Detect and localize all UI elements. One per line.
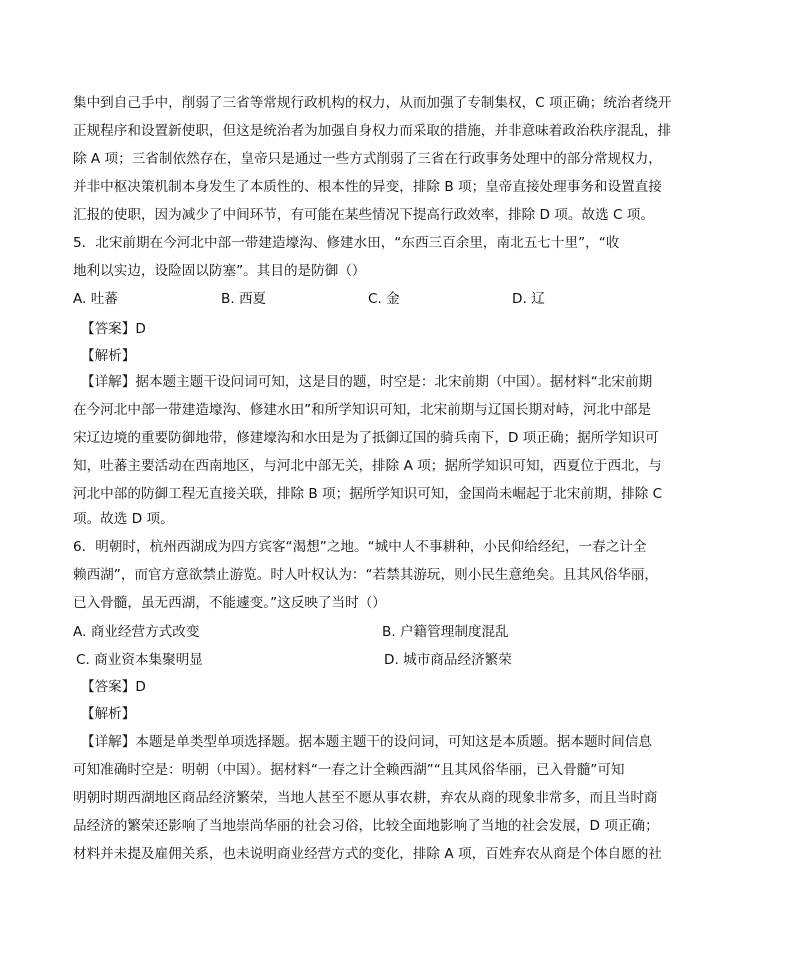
q6-detail-line: 可知准确时空是：明朝（中国）。据材料“一春之计全赖西湖”“且其风俗华丽，已入骨髓”可知 — [73, 762, 625, 778]
q6-answer: 【答案】D — [81, 679, 146, 695]
q6-option-c: C. 商业资本集聚明显 — [76, 652, 203, 668]
question-6-stem: 赖西湖”，而官方意欲禁止游览。时人叶权认为：“若禁其游玩，则小民生意绝矣。且其风俗华丽， — [73, 567, 659, 583]
q5-detail-line: 宋辽边境的重要防御地带，修建壕沟和水田是为了抵御辽国的骑兵南下，D 项正确；据所学知识可 — [73, 430, 659, 446]
q6-analysis-label: 【解析】 — [81, 706, 136, 722]
q5-detail-line: 在今河北中部一带建造壕沟、修建水田”和所学知识可知，北宋前期与辽国长期对峙，河北中部是 — [73, 402, 651, 418]
q5-analysis-label: 【解析】 — [81, 348, 136, 364]
q6-detail-line: 品经济的繁荣还影响了当地崇尚华丽的社会习俗，比较全面地影响了当地的社会发展，D 项正确； — [73, 818, 659, 834]
explanation-line: 除 A 项；三省制依然存在，皇帝只是通过一些方式削弱了三省在行政事务处理中的部分常规权力， — [73, 151, 662, 167]
q5-option-d: D. 辽 — [512, 291, 545, 307]
q5-detail-line: 知，吐蕃主要活动在西南地区，与河北中部无关，排除 A 项；据所学知识可知，西夏位于西北，与 — [73, 458, 662, 474]
q6-option-d: D. 城市商品经济繁荣 — [384, 652, 512, 668]
q6-detail-line: 明朝时期西湖地区商品经济繁荣，当地人甚至不愿从事农耕，弃农从商的现象非常多，而且当时商 — [73, 790, 658, 806]
q5-detail-line: 项。故选 D 项。 — [73, 511, 174, 527]
question-6-stem: 6．明朝时，杭州西湖成为四方宾客“渴想”之地。“城中人不事耕种，小民仰给经纪，一春之计全 — [73, 539, 647, 555]
explanation-line: 汇报的使职，因为减少了中间环节，有可能在某些情况下提高行政效率，排除 D 项。故选 C 项。 — [73, 207, 654, 223]
question-6-stem: 已入骨髓，虽无西湖，不能遽变。”这反映了当时（） — [73, 595, 386, 611]
explanation-line: 集中到自己手中，削弱了三省等常规行政机构的权力，从而加强了专制集权，C 项正确；统治者绕开 — [73, 95, 672, 111]
explanation-line: 并非中枢决策机制本身发生了本质性的、根本性的异变，排除 B 项；皇帝直接处理事务和设置直接 — [73, 179, 662, 195]
explanation-line: 正规程序和设置新使职，但这是统治者为加强自身权力而采取的措施，并非意味着政治秩序混乱，排 — [73, 123, 672, 139]
q6-detail-line: 【详解】本题是单类型单项选择题。据本题主题干的设问词，可知这是本质题。据本题时间信息 — [81, 734, 652, 750]
q6-option-b: B. 户籍管理制度混乱 — [382, 624, 509, 640]
q5-option-a: A. 吐蕃 — [73, 291, 118, 307]
question-5-stem: 5．北宋前期在今河北中部一带建造壕沟、修建水田，“东西三百余里，南北五七十里”，“收 — [73, 235, 620, 251]
q6-option-a: A. 商业经营方式改变 — [73, 624, 200, 640]
question-5-stem: 地利以实边，设险固以防塞”。其目的是防御（） — [73, 263, 366, 279]
q5-option-b: B. 西夏 — [221, 291, 267, 307]
q5-detail-line: 【详解】据本题主题干设问词可知，这是目的题，时空是：北宋前期（中国）。据材料“北宋前期 — [81, 374, 653, 390]
q5-answer: 【答案】D — [81, 321, 146, 337]
q6-detail-line: 材料并未提及雇佣关系，也未说明商业经营方式的变化，排除 A 项，百姓弃农从商是个体自愿的社 — [73, 846, 662, 862]
q5-detail-line: 河北中部的防御工程无直接关联，排除 B 项；据所学知识可知，金国尚未崛起于北宋前期，排除 C — [73, 486, 663, 502]
q5-option-c: C. 金 — [368, 291, 400, 307]
